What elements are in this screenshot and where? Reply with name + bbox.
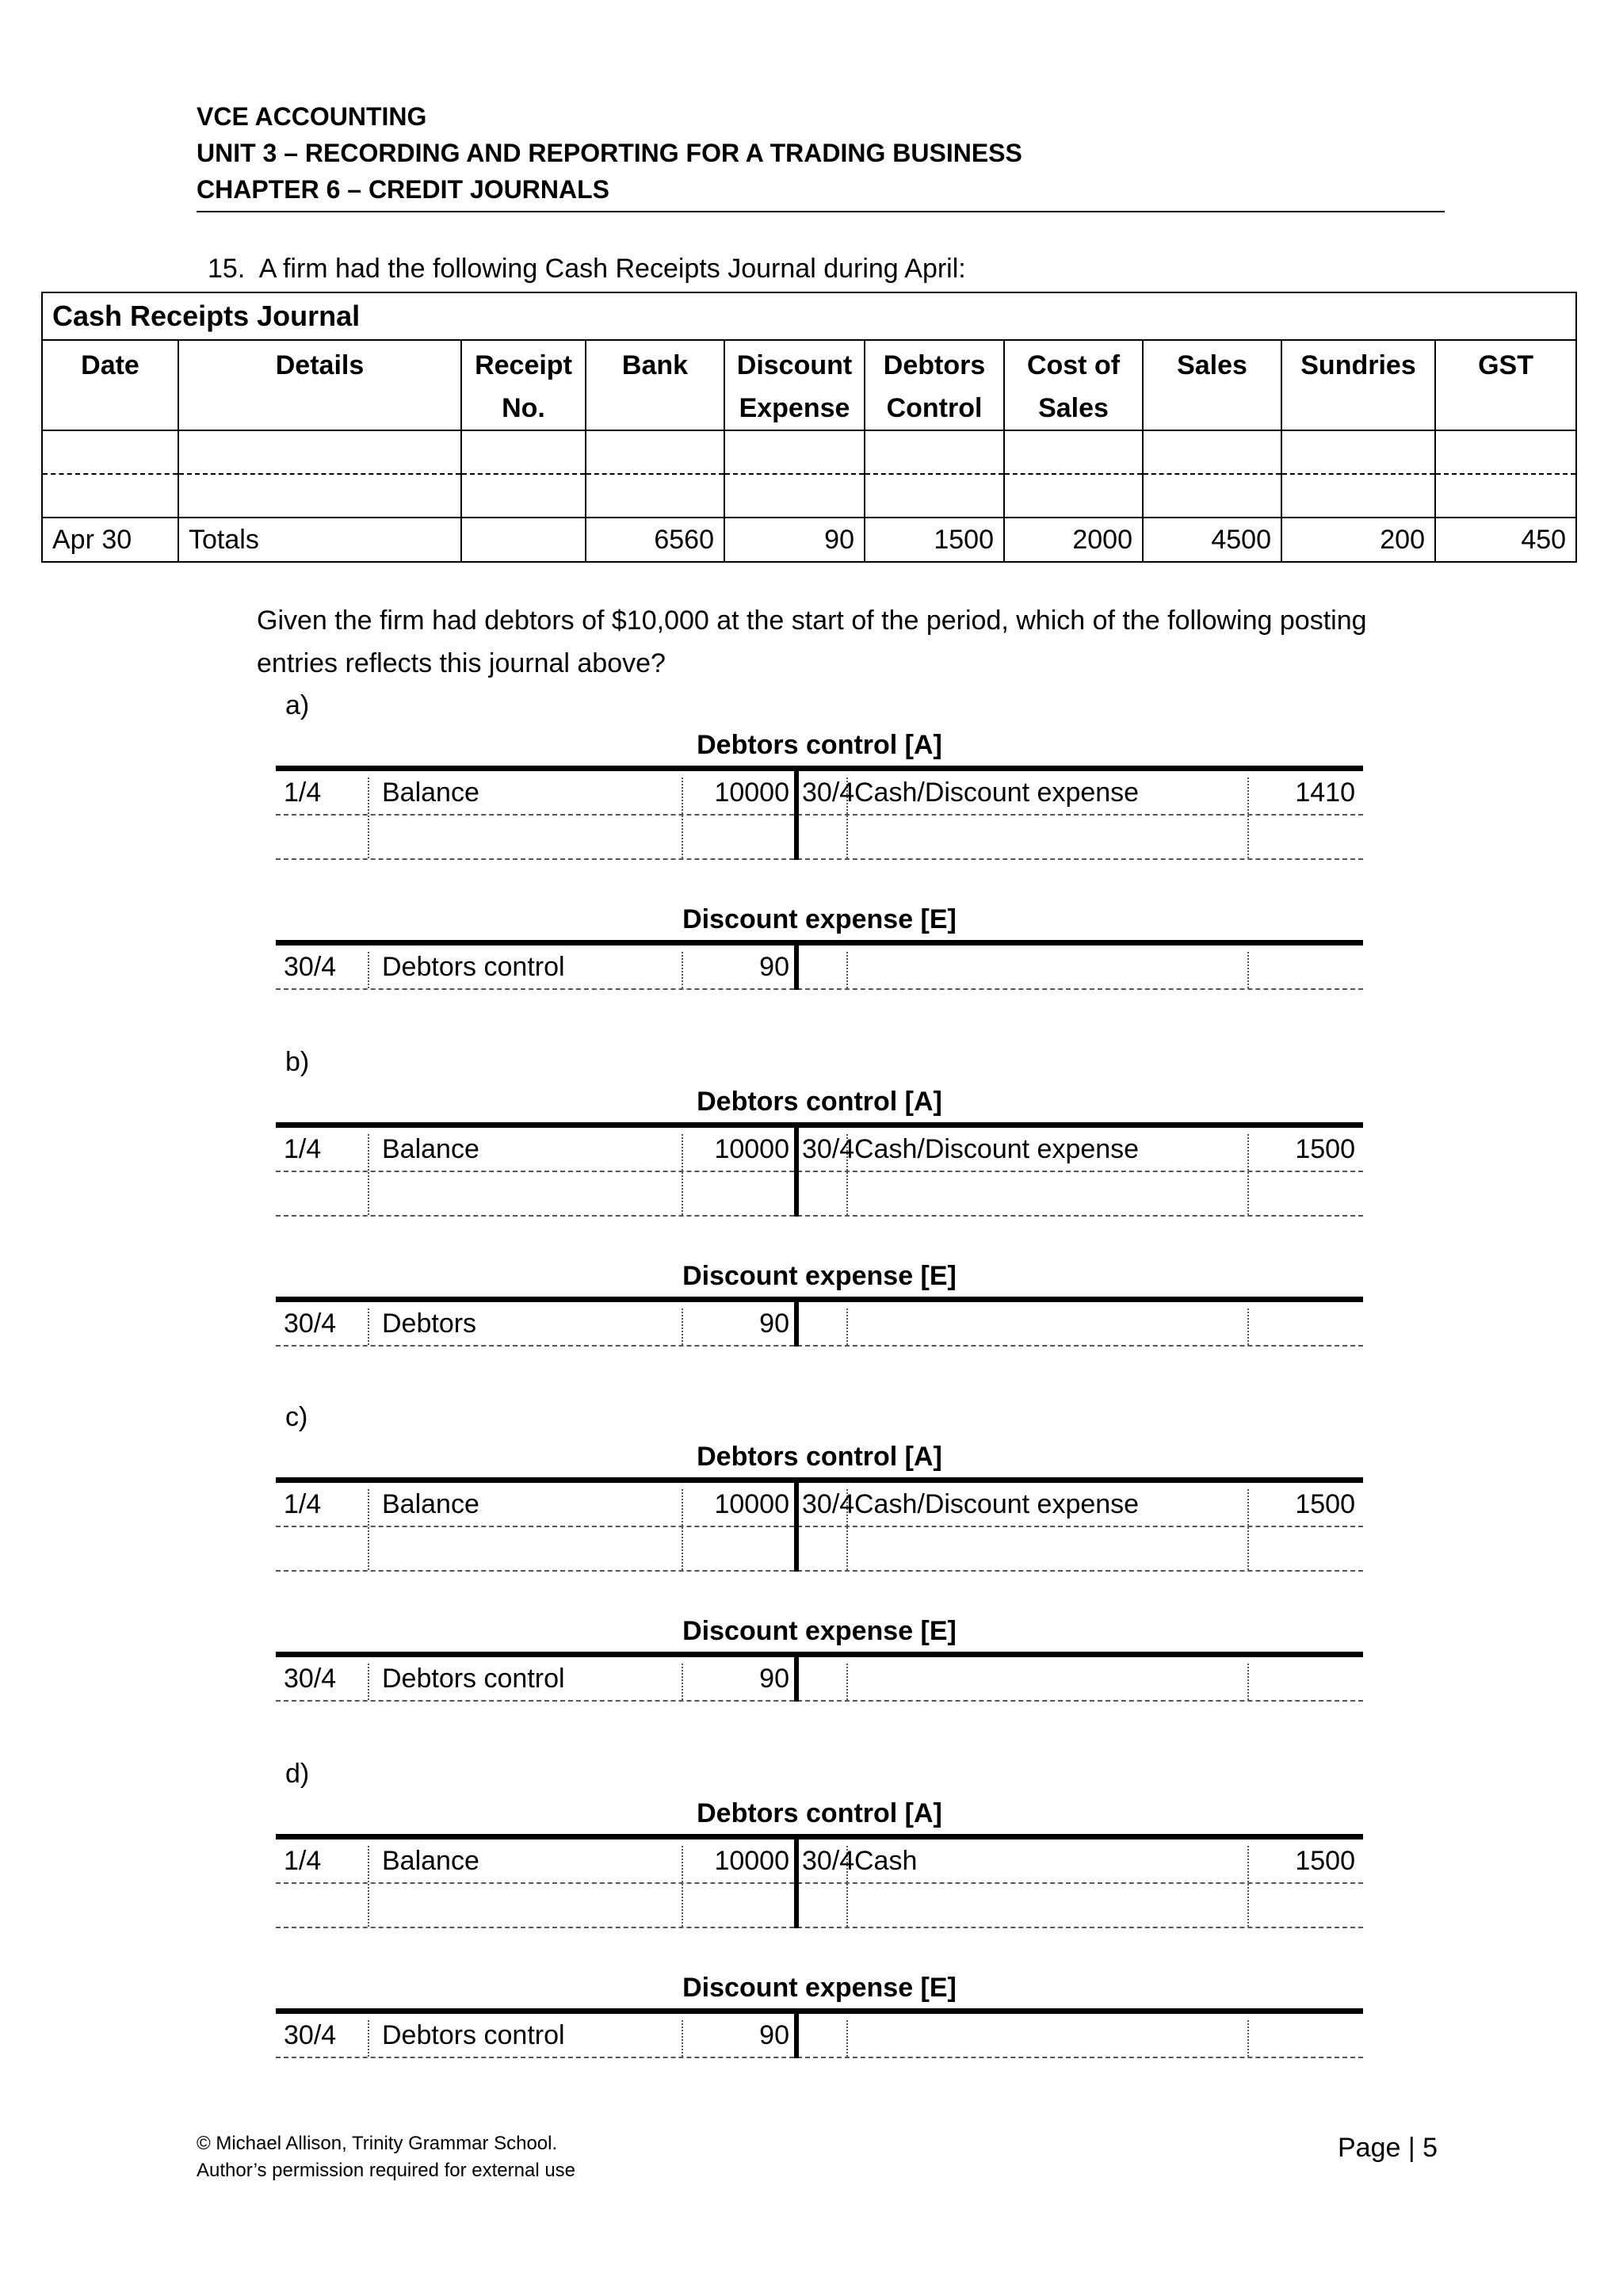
journal-column-header-line: Cost of	[1026, 350, 1121, 380]
credit-date: 30/4	[802, 777, 855, 808]
ledger-column-separator	[682, 1664, 683, 1700]
credit-detail: Cash	[854, 1846, 918, 1876]
page-number: Page | 5	[1338, 2133, 1438, 2163]
ledger-column-separator	[368, 952, 369, 988]
journal-empty-cell	[461, 430, 586, 474]
debit-date: 30/4	[284, 1308, 337, 1339]
journal-empty-cell	[1143, 474, 1281, 518]
header-course: VCE ACCOUNTING	[197, 102, 427, 131]
journal-empty-cell	[724, 430, 865, 474]
ledger-column-separator	[368, 2020, 369, 2057]
debit-date: 30/4	[284, 2020, 337, 2050]
credit-amount: 1410	[1295, 777, 1355, 808]
journal-column-header-line: No.	[502, 393, 545, 423]
journal-column-header	[1281, 340, 1435, 430]
ledger-row-line	[276, 858, 1363, 860]
ledger-row-line	[276, 1882, 1363, 1884]
journal-totals-cell: Apr 30	[42, 518, 178, 562]
journal-totals-cell: 2000	[1004, 518, 1143, 562]
ledger-t-divider	[794, 2014, 799, 2058]
debit-detail: Balance	[382, 1489, 479, 1519]
journal-empty-cell	[1281, 474, 1435, 518]
journal-totals-cell: 200	[1281, 518, 1435, 562]
option-label: b)	[285, 1047, 310, 1077]
journal-column-header	[724, 340, 865, 430]
ledger-column-separator	[682, 952, 683, 988]
debit-detail: Debtors control	[382, 2020, 565, 2050]
ledger-column-separator	[682, 1846, 683, 1927]
credit-detail: Cash/Discount expense	[854, 1489, 1140, 1519]
journal-empty-cell	[1435, 474, 1576, 518]
ledger-column-separator	[1247, 2020, 1249, 2057]
ledger-account-title: Debtors control [A]	[697, 1087, 942, 1117]
ledger-row-line	[276, 1345, 1363, 1347]
journal-empty-cell	[1281, 430, 1435, 474]
option-label: a)	[285, 690, 310, 720]
question-prompt-line-1: Given the firm had debtors of $10,000 at the start of the period, which of the following posting	[257, 606, 1367, 636]
journal-empty-cell	[1004, 474, 1143, 518]
ledger-account	[276, 940, 1363, 990]
debit-date: 30/4	[284, 1664, 337, 1694]
journal-column-header-line: Debtors	[883, 350, 986, 380]
journal-blank-row	[42, 474, 1576, 518]
journal-column-header	[865, 340, 1004, 430]
journal-empty-cell	[1143, 430, 1281, 474]
journal-column-header	[461, 340, 586, 430]
ledger-account-title: Discount expense [E]	[682, 904, 957, 934]
credit-date: 30/4	[802, 1846, 855, 1876]
journal-empty-cell	[865, 474, 1004, 518]
journal-empty-cell	[461, 474, 586, 518]
debit-date: 1/4	[284, 1134, 322, 1164]
journal-empty-cell	[42, 430, 178, 474]
debit-amount: 10000	[714, 1134, 789, 1164]
journal-empty-cell	[724, 474, 865, 518]
journal-empty-cell	[865, 430, 1004, 474]
ledger-column-separator	[1247, 1664, 1249, 1700]
journal-empty-cell	[42, 474, 178, 518]
debit-detail: Debtors control	[382, 1664, 565, 1694]
journal-empty-cell	[586, 474, 724, 518]
ledger-column-separator	[846, 1308, 848, 1345]
debit-amount: 10000	[714, 1846, 789, 1876]
journal-column-header-line: Bank	[621, 350, 689, 380]
journal-totals-cell: Totals	[178, 518, 461, 562]
question-prompt-line-2: entries reflects this journal above?	[257, 648, 666, 678]
ledger-t-divider	[794, 771, 799, 860]
ledger-column-separator	[1247, 1489, 1249, 1570]
journal-column-header-line: Expense	[739, 393, 850, 423]
journal-column-header-line: Control	[886, 393, 983, 423]
question-intro: A firm had the following Cash Receipts Journal during April:	[258, 254, 966, 284]
header-unit: UNIT 3 – RECORDING AND REPORTING FOR A TRADING BUSINESS	[197, 139, 1022, 167]
document-header	[197, 98, 1445, 212]
ledger-t-divider	[794, 946, 799, 990]
journal-header-row	[42, 340, 1576, 430]
debit-date: 30/4	[284, 952, 337, 982]
cash-receipts-journal	[41, 292, 1577, 563]
ledger-column-separator	[846, 952, 848, 988]
debit-date: 1/4	[284, 777, 322, 808]
ledger-account-title: Discount expense [E]	[682, 1261, 957, 1291]
question-intro-line	[208, 247, 966, 290]
credit-date: 30/4	[802, 1489, 855, 1519]
journal-empty-cell	[1435, 430, 1576, 474]
ledger-column-separator	[682, 2020, 683, 2057]
footer-permission: Author’s permission required for external use	[197, 2160, 576, 2181]
journal-column-header-line: Receipt	[475, 350, 572, 380]
ledger-column-separator	[1247, 1846, 1249, 1927]
debit-date: 1/4	[284, 1489, 322, 1519]
journal-column-header-line: Details	[275, 350, 365, 380]
ledger-column-separator	[1247, 1308, 1249, 1345]
journal-totals-cell: 450	[1435, 518, 1576, 562]
ledger-account	[276, 1297, 1363, 1347]
ledger-column-separator	[368, 1308, 369, 1345]
ledger-column-separator	[368, 1489, 369, 1570]
credit-amount: 1500	[1295, 1134, 1355, 1164]
journal-totals-row	[42, 518, 1576, 562]
debit-amount: 10000	[714, 777, 789, 808]
ledger-column-separator	[682, 1134, 683, 1215]
ledger-t-divider	[794, 1302, 799, 1347]
journal-totals-cell: 4500	[1143, 518, 1281, 562]
debit-amount: 90	[759, 1308, 789, 1339]
debit-amount: 90	[759, 952, 789, 982]
ledger-column-separator	[1247, 1134, 1249, 1215]
ledger-column-separator	[682, 1489, 683, 1570]
credit-amount: 1500	[1295, 1489, 1355, 1519]
ledger-account	[276, 1122, 1363, 1217]
journal-totals-cell: 6560	[586, 518, 724, 562]
ledger-column-separator	[682, 777, 683, 858]
ledger-column-separator	[368, 1134, 369, 1215]
debit-detail: Balance	[382, 777, 479, 808]
journal-column-header	[178, 340, 461, 430]
ledger-row-line	[276, 1526, 1363, 1527]
journal-column-header-line: Date	[81, 350, 139, 380]
ledger-t-divider	[794, 1128, 799, 1217]
ledger-column-separator	[846, 1664, 848, 1700]
ledger-t-divider	[794, 1483, 799, 1572]
journal-column-header	[1435, 340, 1576, 430]
ledger-account-title: Debtors control [A]	[697, 1798, 942, 1828]
ledger-account	[276, 766, 1363, 860]
option-label: d)	[285, 1759, 310, 1789]
journal-column-header-line: GST	[1478, 350, 1533, 380]
ledger-t-divider	[794, 1839, 799, 1928]
ledger-row-line	[276, 1215, 1363, 1217]
ledger-row-line	[276, 1927, 1363, 1928]
credit-detail: Cash/Discount expense	[854, 777, 1140, 808]
journal-column-header	[1143, 340, 1281, 430]
question-number: 15.	[208, 254, 246, 284]
ledger-t-divider	[794, 1657, 799, 1702]
ledger-account-title: Debtors control [A]	[697, 730, 942, 760]
debit-amount: 10000	[714, 1489, 789, 1519]
credit-detail: Cash/Discount expense	[854, 1134, 1140, 1164]
ledger-column-separator	[846, 2020, 848, 2057]
ledger-column-separator	[682, 1308, 683, 1345]
ledger-account	[276, 1652, 1363, 1702]
ledger-row-line	[276, 1570, 1363, 1572]
journal-column-header-line: Discount	[736, 350, 853, 380]
journal-column-header	[1004, 340, 1143, 430]
ledger-column-separator	[1247, 777, 1249, 858]
debit-detail: Debtors	[382, 1308, 477, 1339]
ledger-row-line	[276, 1171, 1363, 1172]
ledger-account-title: Discount expense [E]	[682, 1616, 957, 1646]
ledger-column-separator	[368, 777, 369, 858]
credit-amount: 1500	[1295, 1846, 1355, 1876]
journal-totals-cell	[461, 518, 586, 562]
header-chapter: CHAPTER 6 – CREDIT JOURNALS	[197, 175, 609, 204]
journal-empty-cell	[1004, 430, 1143, 474]
debit-detail: Debtors control	[382, 952, 565, 982]
ledger-column-separator	[1247, 952, 1249, 988]
ledger-column-separator	[368, 1846, 369, 1927]
ledger-row-line	[276, 988, 1363, 990]
journal-column-header-line: Sales	[1038, 393, 1109, 423]
journal-empty-cell	[178, 474, 461, 518]
journal-column-header	[586, 340, 724, 430]
ledger-row-line	[276, 1700, 1363, 1702]
debit-amount: 90	[759, 1664, 789, 1694]
debit-detail: Balance	[382, 1846, 479, 1876]
journal-totals-cell: 90	[724, 518, 865, 562]
journal-empty-cell	[586, 430, 724, 474]
credit-date: 30/4	[802, 1134, 855, 1164]
journal-totals-cell: 1500	[865, 518, 1004, 562]
journal-column-header-line: Sundries	[1300, 350, 1416, 380]
ledger-account	[276, 1477, 1363, 1572]
journal-column-header-line: Sales	[1177, 350, 1247, 380]
debit-amount: 90	[759, 2020, 789, 2050]
ledger-account-title: Debtors control [A]	[697, 1442, 942, 1472]
journal-empty-cell	[178, 430, 461, 474]
ledger-account	[276, 2008, 1363, 2058]
footer-copyright: © Michael Allison, Trinity Grammar School.	[197, 2133, 558, 2154]
debit-date: 1/4	[284, 1846, 322, 1876]
journal-title: Cash Receipts Journal	[42, 292, 1576, 340]
ledger-column-separator	[368, 1664, 369, 1700]
ledger-row-line	[276, 814, 1363, 816]
ledger-account	[276, 1834, 1363, 1928]
ledger-account-title: Discount expense [E]	[682, 1973, 957, 2003]
journal-blank-row	[42, 430, 1576, 474]
debit-detail: Balance	[382, 1134, 479, 1164]
journal-column-header	[42, 340, 178, 430]
footer-credits	[197, 2130, 575, 2184]
option-label: c)	[285, 1402, 308, 1432]
ledger-row-line	[276, 2057, 1363, 2058]
